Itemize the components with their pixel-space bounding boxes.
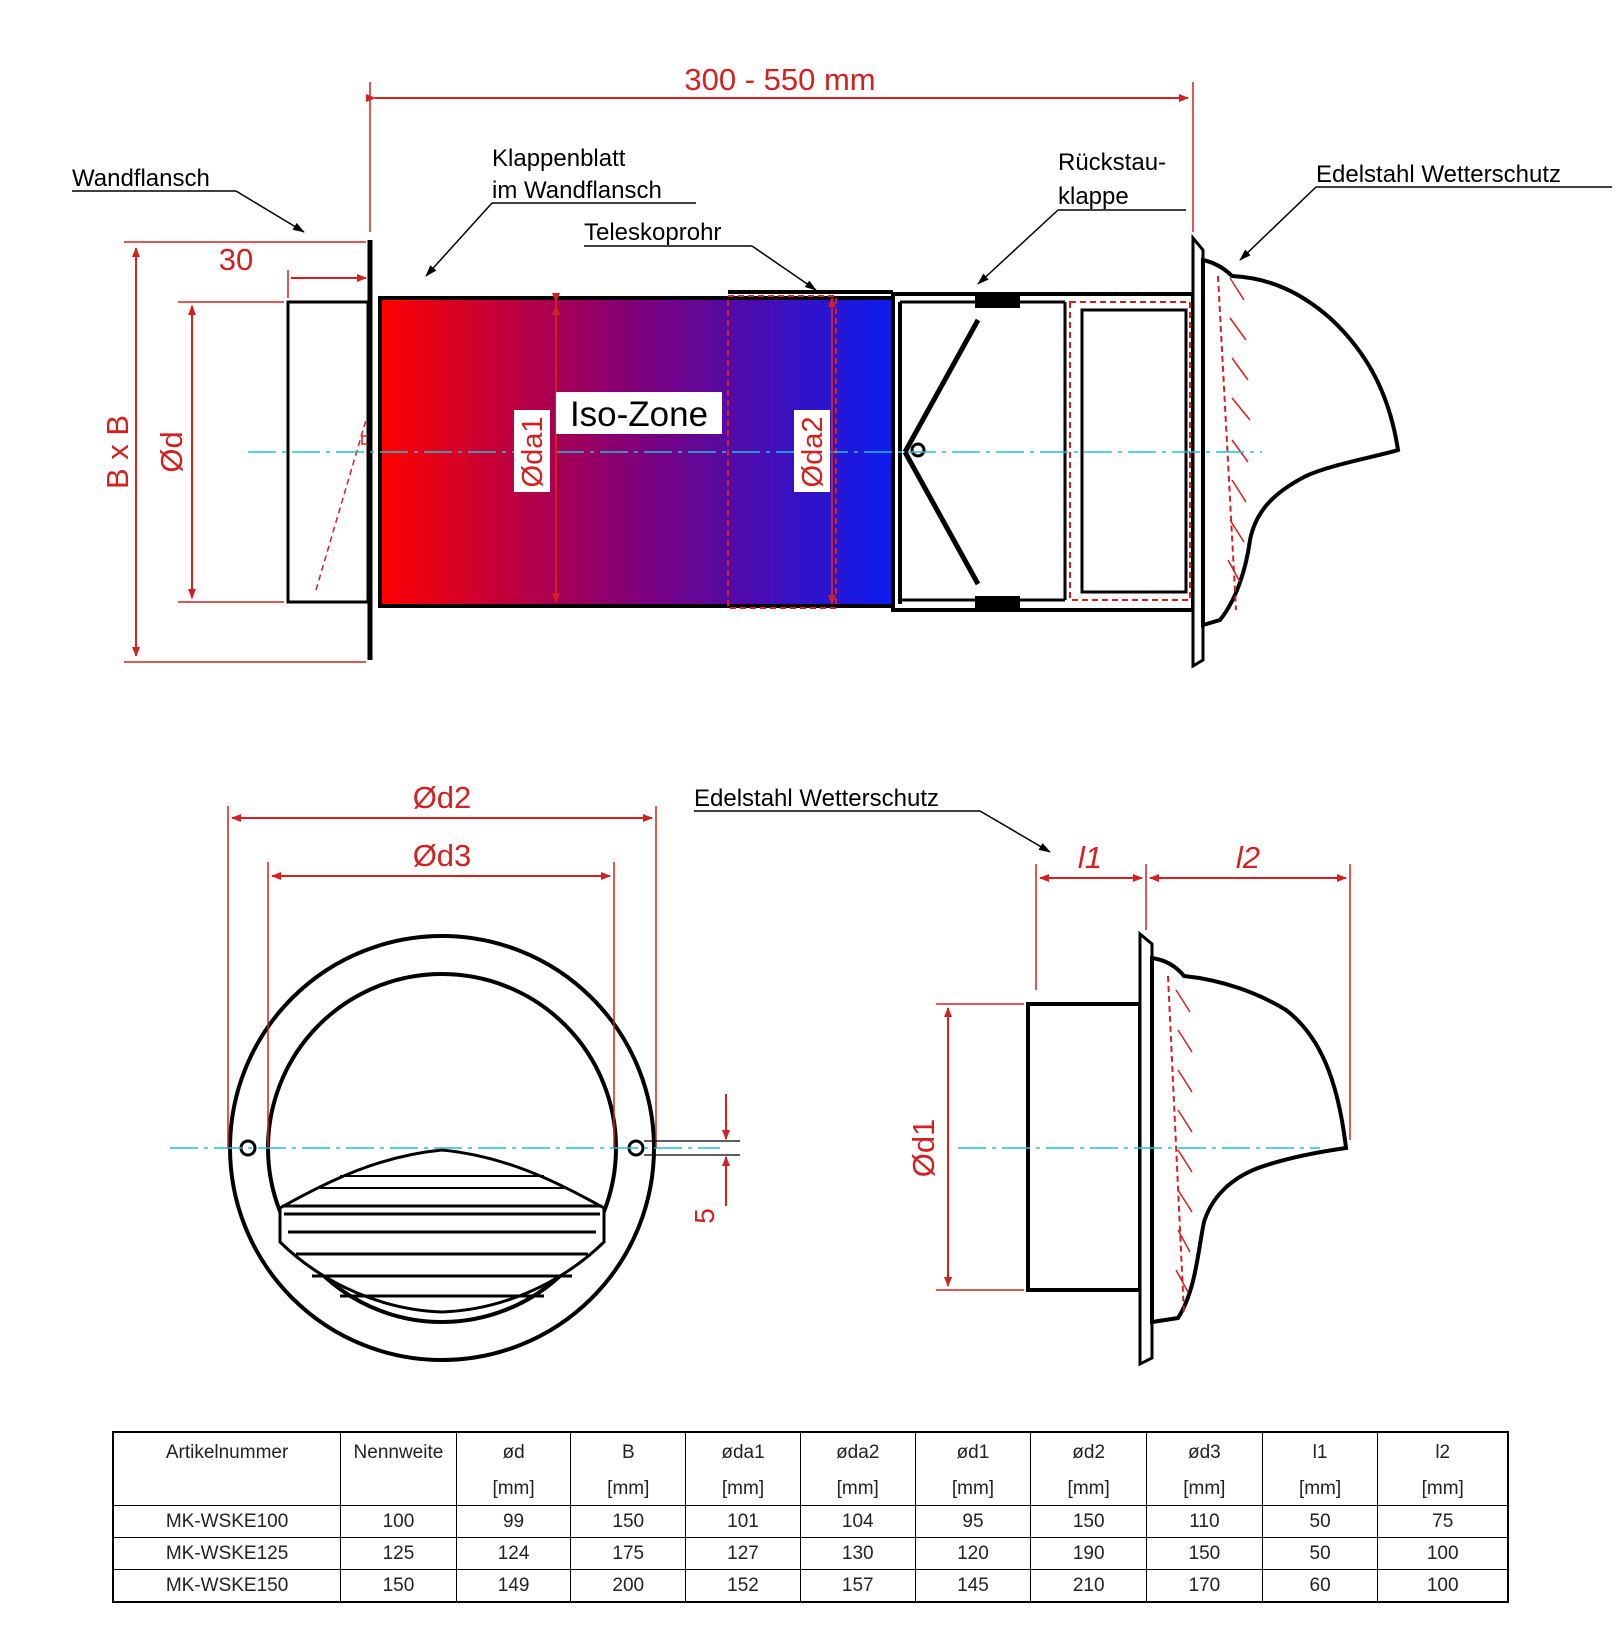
table-row (113, 1570, 1508, 1603)
table-cell: [mm] (456, 1473, 571, 1506)
table-cell: MK-WSKE150 (113, 1570, 341, 1603)
table-cell: 150 (341, 1570, 457, 1603)
table-cell (113, 1473, 341, 1506)
table-cell: ød2 (1031, 1432, 1147, 1473)
bxb-dimension-label: B x B (100, 414, 135, 490)
rueckstauklappe-label-line1: Rückstau- (1058, 149, 1167, 176)
table-cell: [mm] (915, 1473, 1031, 1506)
table-cell: 120 (915, 1538, 1031, 1570)
hood-view (694, 785, 1350, 1364)
table-cell: 200 (571, 1570, 686, 1603)
table-cell: øda1 (686, 1432, 801, 1473)
table-cell: l2 (1378, 1432, 1508, 1473)
table-cell: 149 (456, 1570, 571, 1603)
table-cell: 50 (1262, 1538, 1378, 1570)
table-cell: 150 (1031, 1506, 1147, 1538)
table-cell: øda2 (800, 1432, 915, 1473)
table-cell: [mm] (1262, 1473, 1378, 1506)
table-cell: [mm] (686, 1473, 801, 1506)
table-cell: 110 (1147, 1506, 1263, 1538)
table-cell: 130 (800, 1538, 915, 1570)
table-cell: MK-WSKE100 (113, 1506, 341, 1538)
table-cell: 210 (1031, 1570, 1147, 1603)
table-cell: 60 (1262, 1570, 1378, 1603)
side-view (72, 62, 1612, 666)
table-cell: ød (456, 1432, 571, 1473)
table-header-row (113, 1432, 1508, 1473)
front-view (170, 780, 740, 1360)
table-cell: Artikelnummer (113, 1432, 341, 1473)
hole-dimension-label: 5 (689, 1208, 720, 1224)
table-cell: 100 (1378, 1570, 1508, 1603)
table-cell: [mm] (800, 1473, 915, 1506)
table-cell: 127 (686, 1538, 801, 1570)
table-cell: 125 (341, 1538, 457, 1570)
hood-stub-pipe (1028, 1004, 1140, 1290)
l1-dimension-label: l1 (1077, 840, 1103, 875)
table-cell: 50 (1262, 1506, 1378, 1538)
table-cell: 104 (800, 1506, 915, 1538)
klappenblatt-label-line1: Klappenblatt (492, 145, 626, 172)
table-cell: 99 (456, 1506, 571, 1538)
table-cell: 190 (1031, 1538, 1147, 1570)
d2-dimension-label: Ød2 (412, 780, 472, 815)
rueckstauklappe-label-line2: klappe (1058, 183, 1129, 210)
edelstahl-label-side: Edelstahl Wetterschutz (1316, 161, 1562, 188)
table-cell: [mm] (1378, 1473, 1508, 1506)
teleskoprohr-label: Teleskoprohr (584, 219, 722, 246)
table-cell: B (571, 1432, 686, 1473)
da2-dimension-label: Øda2 (797, 416, 829, 488)
table-cell: 101 (686, 1506, 801, 1538)
table-units-row (113, 1473, 1508, 1506)
table-cell: 175 (571, 1538, 686, 1570)
table-cell: [mm] (571, 1473, 686, 1506)
spec-table (112, 1431, 1509, 1603)
table-cell: 150 (571, 1506, 686, 1538)
table-cell: 150 (1147, 1538, 1263, 1570)
wandflansch-label: Wandflansch (72, 165, 210, 192)
table-cell: 75 (1378, 1506, 1508, 1538)
table-cell: ød1 (915, 1432, 1031, 1473)
table-cell: 100 (1378, 1538, 1508, 1570)
d1-dimension-label: Ød1 (906, 1118, 941, 1178)
l2-dimension-label: l2 (1235, 840, 1261, 875)
table-cell: 157 (800, 1570, 915, 1603)
table-cell: 152 (686, 1570, 801, 1603)
table-cell: MK-WSKE125 (113, 1538, 341, 1570)
da1-dimension-label: Øda1 (517, 416, 549, 488)
table-cell: 124 (456, 1538, 571, 1570)
iso-zone-label: Iso-Zone (569, 395, 709, 434)
klappenblatt-label-line2: im Wandflansch (492, 177, 662, 204)
edelstahl-label-hood: Edelstahl Wetterschutz (694, 785, 940, 812)
table-cell: l1 (1262, 1432, 1378, 1473)
table-cell: [mm] (1031, 1473, 1147, 1506)
table-row (113, 1538, 1508, 1570)
d3-dimension-label: Ød3 (412, 838, 472, 873)
flange-dimension-label: 30 (218, 242, 254, 277)
table-cell: 145 (915, 1570, 1031, 1603)
table-row (113, 1506, 1508, 1538)
table-cell: [mm] (1147, 1473, 1263, 1506)
table-cell: Nennweite (341, 1432, 457, 1473)
table-cell: 100 (341, 1506, 457, 1538)
length-dimension-label: 300 - 550 mm (684, 62, 876, 97)
d-dimension-label: Ød (154, 431, 189, 473)
table-cell (341, 1473, 457, 1506)
table-cell: 95 (915, 1506, 1031, 1538)
table-cell: 170 (1147, 1570, 1263, 1603)
table-cell: ød3 (1147, 1432, 1263, 1473)
